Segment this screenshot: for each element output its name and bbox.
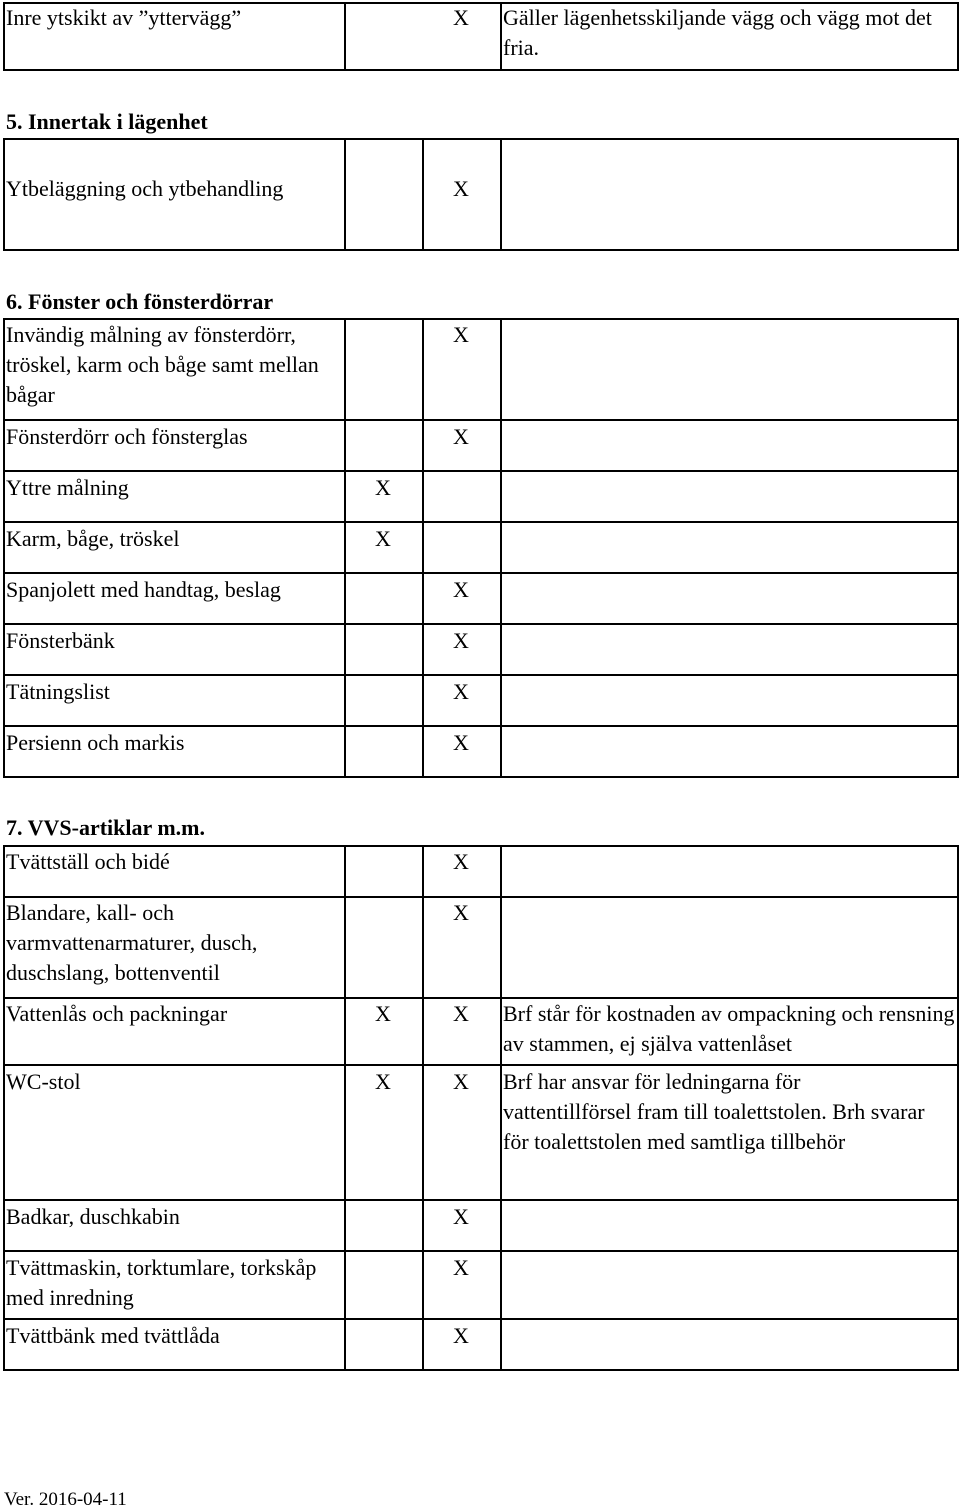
table-border (3, 419, 958, 421)
table-border (500, 138, 502, 251)
x-mark: X (453, 1204, 469, 1229)
row-label: Tvättställ och bidé (6, 849, 170, 874)
table-border (957, 845, 959, 1371)
x-mark: X (453, 900, 469, 925)
x-mark: X (453, 577, 469, 602)
row-label: Vattenlås och packningar (6, 1001, 228, 1026)
row-label: Yttre målning (6, 475, 129, 500)
x-mark: X (453, 1001, 469, 1026)
row-label: Spanjolett med handtag, beslag (6, 577, 281, 602)
section-heading: 5. Innertak i lägenhet (6, 109, 208, 134)
table-border (3, 318, 5, 778)
table-border (957, 318, 959, 778)
table-border (3, 674, 958, 676)
table-border (3, 1064, 958, 1066)
table-border (3, 776, 958, 778)
table-border (422, 138, 424, 251)
table-border (3, 138, 5, 251)
row-label: Tvättbänk med tvättlåda (6, 1323, 220, 1348)
table-border (3, 470, 958, 472)
row-label: WC-stol (6, 1069, 81, 1094)
x-mark: X (453, 1069, 469, 1094)
table-border (422, 845, 424, 1371)
table-border (3, 69, 958, 71)
table-border (3, 623, 958, 625)
table-border (344, 845, 346, 1371)
table-border (3, 1318, 958, 1320)
row-label: Badkar, duschkabin (6, 1204, 180, 1229)
x-mark: X (453, 1255, 469, 1280)
table-border (3, 845, 5, 1371)
x-mark: X (375, 475, 391, 500)
x-mark: X (453, 679, 469, 704)
section-heading: 6. Fönster och fönsterdörrar (6, 289, 274, 314)
x-mark: X (453, 730, 469, 755)
table-border (3, 572, 958, 574)
table-border (344, 138, 346, 251)
row-label: Ytbeläggning och ytbehandling (6, 176, 284, 201)
table-border (957, 138, 959, 251)
table-border (3, 1199, 958, 1201)
x-mark: X (453, 322, 469, 347)
x-mark: X (453, 1323, 469, 1348)
section-heading: 7. VVS-artiklar m.m. (6, 815, 206, 840)
table-border (3, 521, 958, 523)
table-border (500, 845, 502, 1371)
row-label: Inre ytskikt av ”yttervägg” (6, 5, 242, 30)
table-border (3, 138, 958, 140)
version-footer: Ver. 2016-04-11 (4, 1489, 127, 1510)
row-label: Fönsterdörr och fönsterglas (6, 424, 248, 449)
row-label: Persienn och markis (6, 730, 185, 755)
row-note: Brf har ansvar för ledningarna för vattentillförsel fram till toalettstolen. Brh svarar för toalettstolen med samtliga tillbehör (503, 1069, 925, 1154)
row-label: Karm, båge, tröskel (6, 526, 180, 551)
x-mark: X (375, 1001, 391, 1026)
row-label: Invändig målning av fönsterdörr, tröskel, karm och båge samt mellan bågar (6, 322, 319, 407)
x-mark: X (453, 849, 469, 874)
row-label: Blandare, kall- och varmvattenarmaturer, dusch, duschslang, bottenventil (6, 900, 258, 985)
table-border (3, 249, 958, 251)
x-mark: X (453, 628, 469, 653)
table-border (344, 2, 346, 71)
row-label: Tvättmaskin, torktumlare, torkskåp med inredning (6, 1255, 317, 1310)
x-mark: X (375, 1069, 391, 1094)
row-note: Brf står för kostnaden av ompackning och rensning av stammen, ej själva vattenlåset (503, 1001, 955, 1056)
x-mark: X (453, 176, 469, 201)
x-mark: X (453, 5, 469, 30)
table-border (3, 1250, 958, 1252)
row-label: Tätningslist (6, 679, 110, 704)
table-border (3, 1369, 958, 1371)
row-note: Gäller lägenhetsskiljande vägg och vägg mot det fria. (503, 5, 932, 60)
table-border (957, 2, 959, 71)
table-border (344, 318, 346, 778)
x-mark: X (453, 424, 469, 449)
table-border (500, 2, 502, 71)
table-border (3, 2, 5, 71)
table-border (3, 725, 958, 727)
x-mark: X (375, 526, 391, 551)
table-border (500, 318, 502, 778)
row-label: Fönsterbänk (6, 628, 115, 653)
table-border (422, 318, 424, 778)
